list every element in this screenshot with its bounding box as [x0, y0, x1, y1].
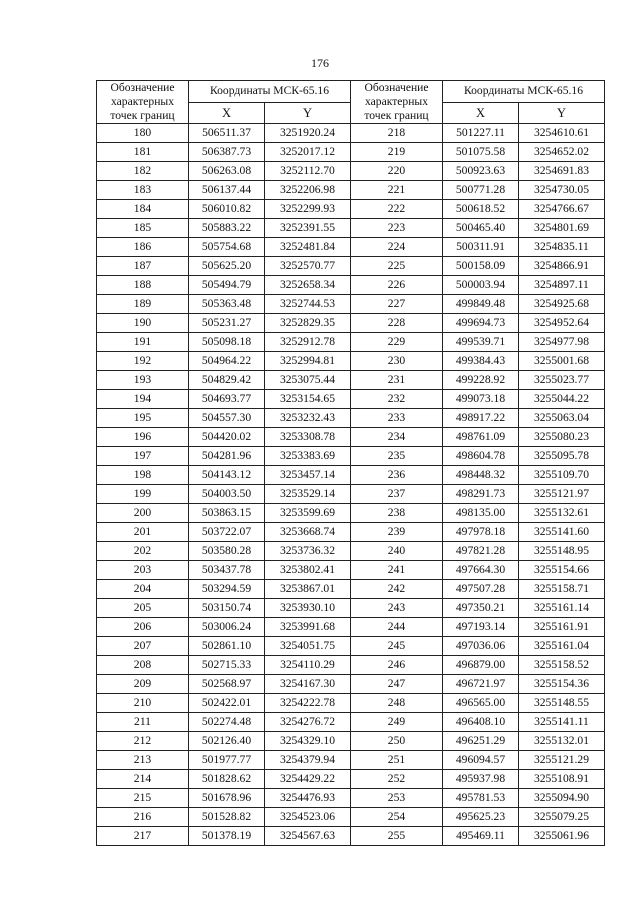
- left-y-value: 3253154.65: [265, 390, 351, 409]
- left-point-id: 189: [97, 295, 189, 314]
- left-y-value: 3254523.06: [265, 808, 351, 827]
- left-y-value: 3253867.01: [265, 580, 351, 599]
- coordinates-table: [96, 80, 605, 846]
- left-x-value: 505883.22: [189, 219, 265, 238]
- right-x-value: 500465.40: [443, 219, 519, 238]
- left-y-value: 3252391.55: [265, 219, 351, 238]
- right-y-value: 3255095.78: [519, 447, 605, 466]
- left-point-id: 182: [97, 162, 189, 181]
- left-y-value: 3253308.78: [265, 428, 351, 447]
- table-row: [97, 143, 605, 162]
- right-x-value: 497507.28: [443, 580, 519, 599]
- left-y-value: 3254379.94: [265, 751, 351, 770]
- left-y-value: 3252206.98: [265, 181, 351, 200]
- left-point-id: 194: [97, 390, 189, 409]
- left-point-id: 188: [97, 276, 189, 295]
- left-point-id: 200: [97, 504, 189, 523]
- right-point-id: 243: [351, 599, 443, 618]
- table-row: [97, 428, 605, 447]
- table-row: [97, 504, 605, 523]
- left-x-value: 502422.01: [189, 694, 265, 713]
- right-point-id: 251: [351, 751, 443, 770]
- left-point-id: 215: [97, 789, 189, 808]
- left-y-value: 3253991.68: [265, 618, 351, 637]
- header-point-line1: Обозначение: [110, 81, 175, 94]
- left-point-id: 181: [97, 143, 189, 162]
- left-y-value: 3253736.32: [265, 542, 351, 561]
- left-point-id: 192: [97, 352, 189, 371]
- right-y-value: 3254925.68: [519, 295, 605, 314]
- header-coords-left: Координаты МСК-65.16: [189, 81, 351, 103]
- right-point-id: 249: [351, 713, 443, 732]
- left-x-value: 502568.97: [189, 675, 265, 694]
- left-y-value: 3254329.10: [265, 732, 351, 751]
- right-point-id: 220: [351, 162, 443, 181]
- right-point-id: 233: [351, 409, 443, 428]
- right-y-value: 3255079.25: [519, 808, 605, 827]
- right-x-value: 496408.10: [443, 713, 519, 732]
- left-x-value: 505231.27: [189, 314, 265, 333]
- right-y-value: 3255154.36: [519, 675, 605, 694]
- left-x-value: 505494.79: [189, 276, 265, 295]
- left-point-id: 180: [97, 124, 189, 143]
- left-point-id: 209: [97, 675, 189, 694]
- right-point-id: 248: [351, 694, 443, 713]
- header-y-left: Y: [265, 102, 351, 124]
- left-point-id: 191: [97, 333, 189, 352]
- right-point-id: 235: [351, 447, 443, 466]
- right-x-value: 498604.78: [443, 447, 519, 466]
- right-point-id: 252: [351, 770, 443, 789]
- left-point-id: 198: [97, 466, 189, 485]
- header-x-right: X: [443, 102, 519, 124]
- right-x-value: 496251.29: [443, 732, 519, 751]
- table-row: [97, 238, 605, 257]
- right-y-value: 3255141.11: [519, 713, 605, 732]
- right-x-value: 500771.28: [443, 181, 519, 200]
- left-y-value: 3253075.44: [265, 371, 351, 390]
- left-x-value: 502126.40: [189, 732, 265, 751]
- table-row: [97, 542, 605, 561]
- right-point-id: 237: [351, 485, 443, 504]
- left-x-value: 504693.77: [189, 390, 265, 409]
- left-point-id: 199: [97, 485, 189, 504]
- left-x-value: 504557.30: [189, 409, 265, 428]
- left-x-value: 506137.44: [189, 181, 265, 200]
- left-y-value: 3253529.14: [265, 485, 351, 504]
- table-row: [97, 751, 605, 770]
- header-point-line2: характерных: [364, 95, 428, 108]
- left-y-value: 3254167.30: [265, 675, 351, 694]
- right-x-value: 496094.57: [443, 751, 519, 770]
- right-x-value: 499073.18: [443, 390, 519, 409]
- left-y-value: 3252299.93: [265, 200, 351, 219]
- right-y-value: 3255121.29: [519, 751, 605, 770]
- left-y-value: 3251920.24: [265, 124, 351, 143]
- right-point-id: 247: [351, 675, 443, 694]
- left-x-value: 503150.74: [189, 599, 265, 618]
- right-x-value: 497664.30: [443, 561, 519, 580]
- left-y-value: 3254222.78: [265, 694, 351, 713]
- table-row: [97, 732, 605, 751]
- right-y-value: 3255154.66: [519, 561, 605, 580]
- left-x-value: 505363.48: [189, 295, 265, 314]
- table-row: [97, 124, 605, 143]
- right-x-value: 500158.09: [443, 257, 519, 276]
- right-x-value: 497821.28: [443, 542, 519, 561]
- right-y-value: 3254652.02: [519, 143, 605, 162]
- left-x-value: 501828.62: [189, 770, 265, 789]
- header-point-line1: Обозначение: [364, 81, 429, 94]
- header-point-designation-right: [351, 81, 443, 124]
- left-point-id: 213: [97, 751, 189, 770]
- left-x-value: 504281.96: [189, 447, 265, 466]
- table-row: [97, 276, 605, 295]
- right-y-value: 3255108.91: [519, 770, 605, 789]
- right-x-value: 496879.00: [443, 656, 519, 675]
- right-y-value: 3255080.23: [519, 428, 605, 447]
- left-x-value: 505625.20: [189, 257, 265, 276]
- right-point-id: 250: [351, 732, 443, 751]
- right-x-value: 496721.97: [443, 675, 519, 694]
- left-x-value: 506387.73: [189, 143, 265, 162]
- header-point-line3: точек границ: [364, 109, 429, 122]
- right-point-id: 255: [351, 827, 443, 846]
- right-point-id: 238: [351, 504, 443, 523]
- table-row: [97, 409, 605, 428]
- right-y-value: 3255044.22: [519, 390, 605, 409]
- header-point-designation-left: [97, 81, 189, 124]
- right-x-value: 496565.00: [443, 694, 519, 713]
- left-x-value: 503722.07: [189, 523, 265, 542]
- table-row: [97, 580, 605, 599]
- right-x-value: 501227.11: [443, 124, 519, 143]
- right-point-id: 225: [351, 257, 443, 276]
- table-row: [97, 637, 605, 656]
- right-point-id: 228: [351, 314, 443, 333]
- right-y-value: 3254691.83: [519, 162, 605, 181]
- right-point-id: 234: [351, 428, 443, 447]
- table-row: [97, 694, 605, 713]
- left-point-id: 216: [97, 808, 189, 827]
- right-point-id: 239: [351, 523, 443, 542]
- table-row: [97, 181, 605, 200]
- left-x-value: 504829.42: [189, 371, 265, 390]
- right-y-value: 3255148.95: [519, 542, 605, 561]
- left-x-value: 506010.82: [189, 200, 265, 219]
- left-point-id: 210: [97, 694, 189, 713]
- table-row: [97, 523, 605, 542]
- left-y-value: 3254476.93: [265, 789, 351, 808]
- left-x-value: 504003.50: [189, 485, 265, 504]
- table-row: [97, 485, 605, 504]
- left-y-value: 3253802.41: [265, 561, 351, 580]
- right-point-id: 223: [351, 219, 443, 238]
- left-point-id: 184: [97, 200, 189, 219]
- left-x-value: 503006.24: [189, 618, 265, 637]
- right-x-value: 497978.18: [443, 523, 519, 542]
- right-x-value: 499539.71: [443, 333, 519, 352]
- left-y-value: 3253930.10: [265, 599, 351, 618]
- left-x-value: 503294.59: [189, 580, 265, 599]
- right-y-value: 3254977.98: [519, 333, 605, 352]
- right-point-id: 221: [351, 181, 443, 200]
- right-y-value: 3255161.14: [519, 599, 605, 618]
- right-point-id: 232: [351, 390, 443, 409]
- right-x-value: 495469.11: [443, 827, 519, 846]
- right-point-id: 224: [351, 238, 443, 257]
- right-y-value: 3255141.60: [519, 523, 605, 542]
- left-y-value: 3253383.69: [265, 447, 351, 466]
- left-y-value: 3253599.69: [265, 504, 351, 523]
- right-y-value: 3255158.52: [519, 656, 605, 675]
- right-y-value: 3255132.01: [519, 732, 605, 751]
- left-point-id: 217: [97, 827, 189, 846]
- right-point-id: 229: [351, 333, 443, 352]
- left-y-value: 3252112.70: [265, 162, 351, 181]
- right-y-value: 3255094.90: [519, 789, 605, 808]
- left-point-id: 214: [97, 770, 189, 789]
- page-number: 176: [311, 56, 329, 70]
- left-point-id: 193: [97, 371, 189, 390]
- left-x-value: 506263.08: [189, 162, 265, 181]
- left-x-value: 502274.48: [189, 713, 265, 732]
- table-row: [97, 200, 605, 219]
- left-point-id: 187: [97, 257, 189, 276]
- left-point-id: 183: [97, 181, 189, 200]
- left-point-id: 204: [97, 580, 189, 599]
- left-y-value: 3252994.81: [265, 352, 351, 371]
- right-x-value: 497193.14: [443, 618, 519, 637]
- left-x-value: 503863.15: [189, 504, 265, 523]
- table-row: [97, 295, 605, 314]
- left-point-id: 186: [97, 238, 189, 257]
- right-x-value: 498761.09: [443, 428, 519, 447]
- right-point-id: 226: [351, 276, 443, 295]
- left-point-id: 202: [97, 542, 189, 561]
- table-row: [97, 257, 605, 276]
- table-row: [97, 390, 605, 409]
- left-x-value: 505098.18: [189, 333, 265, 352]
- left-x-value: 501378.19: [189, 827, 265, 846]
- right-point-id: 245: [351, 637, 443, 656]
- table-row: [97, 789, 605, 808]
- left-y-value: 3253457.14: [265, 466, 351, 485]
- left-x-value: 505754.68: [189, 238, 265, 257]
- left-point-id: 205: [97, 599, 189, 618]
- left-point-id: 201: [97, 523, 189, 542]
- table-row: [97, 713, 605, 732]
- left-y-value: 3254567.63: [265, 827, 351, 846]
- right-y-value: 3255109.70: [519, 466, 605, 485]
- right-y-value: 3254730.05: [519, 181, 605, 200]
- right-y-value: 3254952.64: [519, 314, 605, 333]
- right-point-id: 254: [351, 808, 443, 827]
- left-x-value: 503580.28: [189, 542, 265, 561]
- left-point-id: 203: [97, 561, 189, 580]
- right-y-value: 3254897.11: [519, 276, 605, 295]
- right-y-value: 3255023.77: [519, 371, 605, 390]
- right-point-id: 240: [351, 542, 443, 561]
- right-y-value: 3255161.91: [519, 618, 605, 637]
- table-row: [97, 333, 605, 352]
- left-y-value: 3252912.78: [265, 333, 351, 352]
- left-x-value: 504143.12: [189, 466, 265, 485]
- right-point-id: 231: [351, 371, 443, 390]
- left-x-value: 501528.82: [189, 808, 265, 827]
- left-y-value: 3253232.43: [265, 409, 351, 428]
- left-y-value: 3252744.53: [265, 295, 351, 314]
- table-row: [97, 352, 605, 371]
- right-x-value: 499228.92: [443, 371, 519, 390]
- table-row: [97, 656, 605, 675]
- right-x-value: 497350.21: [443, 599, 519, 618]
- header-point-line2: характерных: [110, 95, 174, 108]
- table-row: [97, 371, 605, 390]
- left-y-value: 3254429.22: [265, 770, 351, 789]
- right-y-value: 3255121.97: [519, 485, 605, 504]
- right-y-value: 3255161.04: [519, 637, 605, 656]
- right-y-value: 3255158.71: [519, 580, 605, 599]
- right-x-value: 498291.73: [443, 485, 519, 504]
- left-x-value: 504420.02: [189, 428, 265, 447]
- right-y-value: 3255148.55: [519, 694, 605, 713]
- header-point-line3: точек границ: [110, 109, 175, 122]
- left-point-id: 195: [97, 409, 189, 428]
- right-point-id: 218: [351, 124, 443, 143]
- table-row: [97, 219, 605, 238]
- table-row: [97, 447, 605, 466]
- right-x-value: 497036.06: [443, 637, 519, 656]
- right-point-id: 219: [351, 143, 443, 162]
- right-y-value: 3255063.04: [519, 409, 605, 428]
- right-point-id: 246: [351, 656, 443, 675]
- table-row: [97, 599, 605, 618]
- left-point-id: 197: [97, 447, 189, 466]
- right-y-value: 3254801.69: [519, 219, 605, 238]
- left-point-id: 185: [97, 219, 189, 238]
- right-x-value: 499384.43: [443, 352, 519, 371]
- left-x-value: 501678.96: [189, 789, 265, 808]
- right-x-value: 499849.48: [443, 295, 519, 314]
- left-y-value: 3252829.35: [265, 314, 351, 333]
- right-point-id: 236: [351, 466, 443, 485]
- table-row: [97, 618, 605, 637]
- left-y-value: 3254110.29: [265, 656, 351, 675]
- left-point-id: 190: [97, 314, 189, 333]
- right-y-value: 3254766.67: [519, 200, 605, 219]
- right-y-value: 3255061.96: [519, 827, 605, 846]
- header-coords-right: Координаты МСК-65.16: [443, 81, 605, 103]
- right-point-id: 242: [351, 580, 443, 599]
- right-x-value: 500311.91: [443, 238, 519, 257]
- table-row: [97, 162, 605, 181]
- right-x-value: 500923.63: [443, 162, 519, 181]
- table-row: [97, 770, 605, 789]
- left-x-value: 502861.10: [189, 637, 265, 656]
- right-y-value: 3254835.11: [519, 238, 605, 257]
- left-y-value: 3254051.75: [265, 637, 351, 656]
- left-point-id: 206: [97, 618, 189, 637]
- table-row: [97, 808, 605, 827]
- right-point-id: 222: [351, 200, 443, 219]
- table-row: [97, 466, 605, 485]
- left-y-value: 3252017.12: [265, 143, 351, 162]
- table-row: [97, 675, 605, 694]
- left-point-id: 208: [97, 656, 189, 675]
- table-row: [97, 314, 605, 333]
- right-point-id: 230: [351, 352, 443, 371]
- table-row: [97, 561, 605, 580]
- left-point-id: 196: [97, 428, 189, 447]
- right-y-value: 3254610.61: [519, 124, 605, 143]
- right-x-value: 495937.98: [443, 770, 519, 789]
- header-y-right: Y: [519, 102, 605, 124]
- right-x-value: 500618.52: [443, 200, 519, 219]
- right-point-id: 253: [351, 789, 443, 808]
- table-body: [97, 124, 605, 846]
- right-x-value: 499694.73: [443, 314, 519, 333]
- right-point-id: 227: [351, 295, 443, 314]
- left-y-value: 3253668.74: [265, 523, 351, 542]
- right-x-value: 498135.00: [443, 504, 519, 523]
- right-x-value: 501075.58: [443, 143, 519, 162]
- left-y-value: 3252481.84: [265, 238, 351, 257]
- left-point-id: 211: [97, 713, 189, 732]
- right-y-value: 3255001.68: [519, 352, 605, 371]
- right-x-value: 500003.94: [443, 276, 519, 295]
- left-y-value: 3252570.77: [265, 257, 351, 276]
- left-x-value: 506511.37: [189, 124, 265, 143]
- right-point-id: 241: [351, 561, 443, 580]
- right-y-value: 3254866.91: [519, 257, 605, 276]
- right-x-value: 495781.53: [443, 789, 519, 808]
- right-y-value: 3255132.61: [519, 504, 605, 523]
- right-x-value: 498448.32: [443, 466, 519, 485]
- right-x-value: 495625.23: [443, 808, 519, 827]
- left-x-value: 501977.77: [189, 751, 265, 770]
- left-y-value: 3252658.34: [265, 276, 351, 295]
- right-point-id: 244: [351, 618, 443, 637]
- header-x-left: X: [189, 102, 265, 124]
- left-point-id: 207: [97, 637, 189, 656]
- left-x-value: 503437.78: [189, 561, 265, 580]
- left-y-value: 3254276.72: [265, 713, 351, 732]
- left-x-value: 502715.33: [189, 656, 265, 675]
- right-x-value: 498917.22: [443, 409, 519, 428]
- table-row: [97, 827, 605, 846]
- left-point-id: 212: [97, 732, 189, 751]
- left-x-value: 504964.22: [189, 352, 265, 371]
